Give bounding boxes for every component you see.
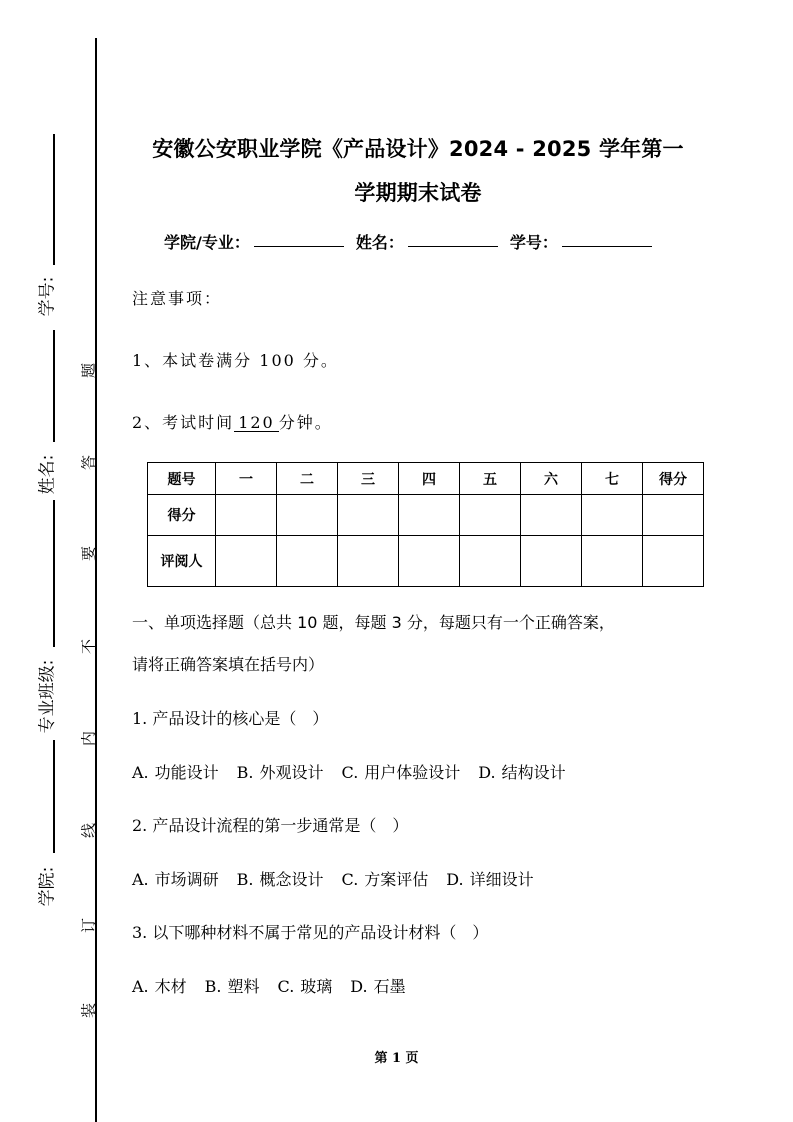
score-table-header: 五 — [460, 463, 521, 495]
exam-title-line2: 学期期末试卷 — [354, 181, 482, 205]
score-cell[interactable] — [216, 495, 277, 536]
name-blank[interactable] — [408, 230, 498, 247]
student-id-blank[interactable] — [562, 230, 652, 247]
reviewer-cell[interactable] — [521, 536, 582, 587]
reviewer-cell[interactable] — [277, 536, 338, 587]
name-field-line — [53, 330, 55, 442]
question-2 — [132, 813, 408, 836]
score-cell[interactable] — [399, 495, 460, 536]
question-number: 3. — [132, 923, 148, 942]
option-d[interactable]: D. 石墨 — [350, 977, 406, 996]
college-major-blank[interactable] — [254, 230, 344, 247]
option-c[interactable]: C. 用户体验设计 — [341, 763, 461, 782]
question-3-options — [132, 974, 424, 997]
reviewer-cell[interactable] — [399, 536, 460, 587]
question-number: 2. — [132, 816, 148, 835]
option-b[interactable]: B. 概念设计 — [236, 870, 324, 889]
option-b[interactable]: B. 塑料 — [204, 977, 260, 996]
question-2-options — [132, 867, 552, 890]
option-a[interactable]: A. 功能设计 — [132, 763, 219, 782]
option-c[interactable]: C. 方案评估 — [341, 870, 429, 889]
score-table-header: 六 — [521, 463, 582, 495]
section-1-heading-line1: 一、单项选择题（总共 10 题，每题 3 分，每题只有一个正确答案， — [132, 613, 615, 632]
question-text: 以下哪种材料不属于常见的产品设计材料（ ） — [152, 923, 489, 942]
note-item-2 — [132, 410, 333, 433]
question-1-options — [132, 760, 584, 783]
exam-duration-value: 120 — [234, 414, 279, 432]
name-margin-label: 姓名: — [37, 454, 58, 494]
score-table-header-row — [148, 463, 704, 495]
score-table-row-score — [148, 495, 704, 536]
question-text: 产品设计流程的第一步通常是（ ） — [152, 816, 409, 835]
binding-notice-char: 不 — [79, 639, 98, 655]
option-c[interactable]: C. 玻璃 — [277, 977, 333, 996]
college-major-label: 学院/专业： — [164, 233, 250, 252]
score-cell[interactable] — [277, 495, 338, 536]
note-item-2-prefix: 2、考试时间 — [132, 413, 235, 432]
binding-notice-char: 装 — [79, 1003, 98, 1019]
section-1-heading-line2: 请将正确答案填在括号内） — [132, 655, 325, 674]
class-margin-label: 专业班级: — [37, 659, 58, 733]
score-cell-total[interactable] — [643, 495, 704, 536]
question-text: 产品设计的核心是（ ） — [152, 709, 329, 728]
score-table-header: 一 — [216, 463, 277, 495]
binding-notice-char: 要 — [79, 546, 98, 562]
score-table-header: 七 — [582, 463, 643, 495]
reviewer-cell-total[interactable] — [643, 536, 704, 587]
option-a[interactable]: A. 木材 — [132, 977, 187, 996]
note-item-2-suffix: 分钟。 — [278, 413, 333, 432]
reviewer-cell[interactable] — [338, 536, 399, 587]
score-row-label: 得分 — [148, 495, 216, 536]
reviewer-cell[interactable] — [216, 536, 277, 587]
college-margin-label: 学院: — [37, 866, 58, 906]
exam-title-line1: 安徽公安职业学院《产品设计》2024 - 2025 学年第一 — [152, 137, 684, 161]
binding-notice-char: 订 — [79, 918, 98, 934]
binding-line — [95, 38, 97, 1122]
score-table-header: 得分 — [643, 463, 704, 495]
binding-notice-char: 线 — [79, 823, 98, 839]
score-table-header: 二 — [277, 463, 338, 495]
binding-notice-char: 内 — [79, 731, 98, 747]
score-table-row-reviewer — [148, 536, 704, 587]
option-d[interactable]: D. 详细设计 — [446, 870, 534, 889]
option-d[interactable]: D. 结构设计 — [478, 763, 566, 782]
student-id-margin-label: 学号: — [37, 276, 58, 316]
notes-heading: 注意事项： — [132, 289, 223, 308]
binding-notice-char: 题 — [79, 363, 98, 379]
class-field-line — [53, 500, 55, 647]
option-b[interactable]: B. 外观设计 — [236, 763, 324, 782]
option-a[interactable]: A. 市场调研 — [132, 870, 219, 889]
score-cell[interactable] — [582, 495, 643, 536]
score-cell[interactable] — [521, 495, 582, 536]
question-1 — [132, 706, 328, 729]
score-table-header: 三 — [338, 463, 399, 495]
score-table-header: 四 — [399, 463, 460, 495]
student-id-field-line — [53, 134, 55, 265]
student-id-label: 学号： — [509, 233, 558, 252]
score-table — [147, 462, 704, 587]
question-3 — [132, 920, 488, 943]
binding-notice-char: 答 — [79, 455, 98, 471]
student-info-row — [164, 230, 664, 253]
page-number: 第 1 页 — [374, 1051, 419, 1066]
score-cell[interactable] — [460, 495, 521, 536]
score-table-header: 题号 — [148, 463, 216, 495]
question-number: 1. — [132, 709, 148, 728]
score-cell[interactable] — [338, 495, 399, 536]
reviewer-cell[interactable] — [460, 536, 521, 587]
college-field-line — [53, 740, 55, 853]
name-label: 姓名： — [355, 233, 404, 252]
reviewer-cell[interactable] — [582, 536, 643, 587]
reviewer-row-label: 评阅人 — [148, 536, 216, 587]
note-item-1: 1、本试卷满分 100 分。 — [132, 351, 339, 370]
